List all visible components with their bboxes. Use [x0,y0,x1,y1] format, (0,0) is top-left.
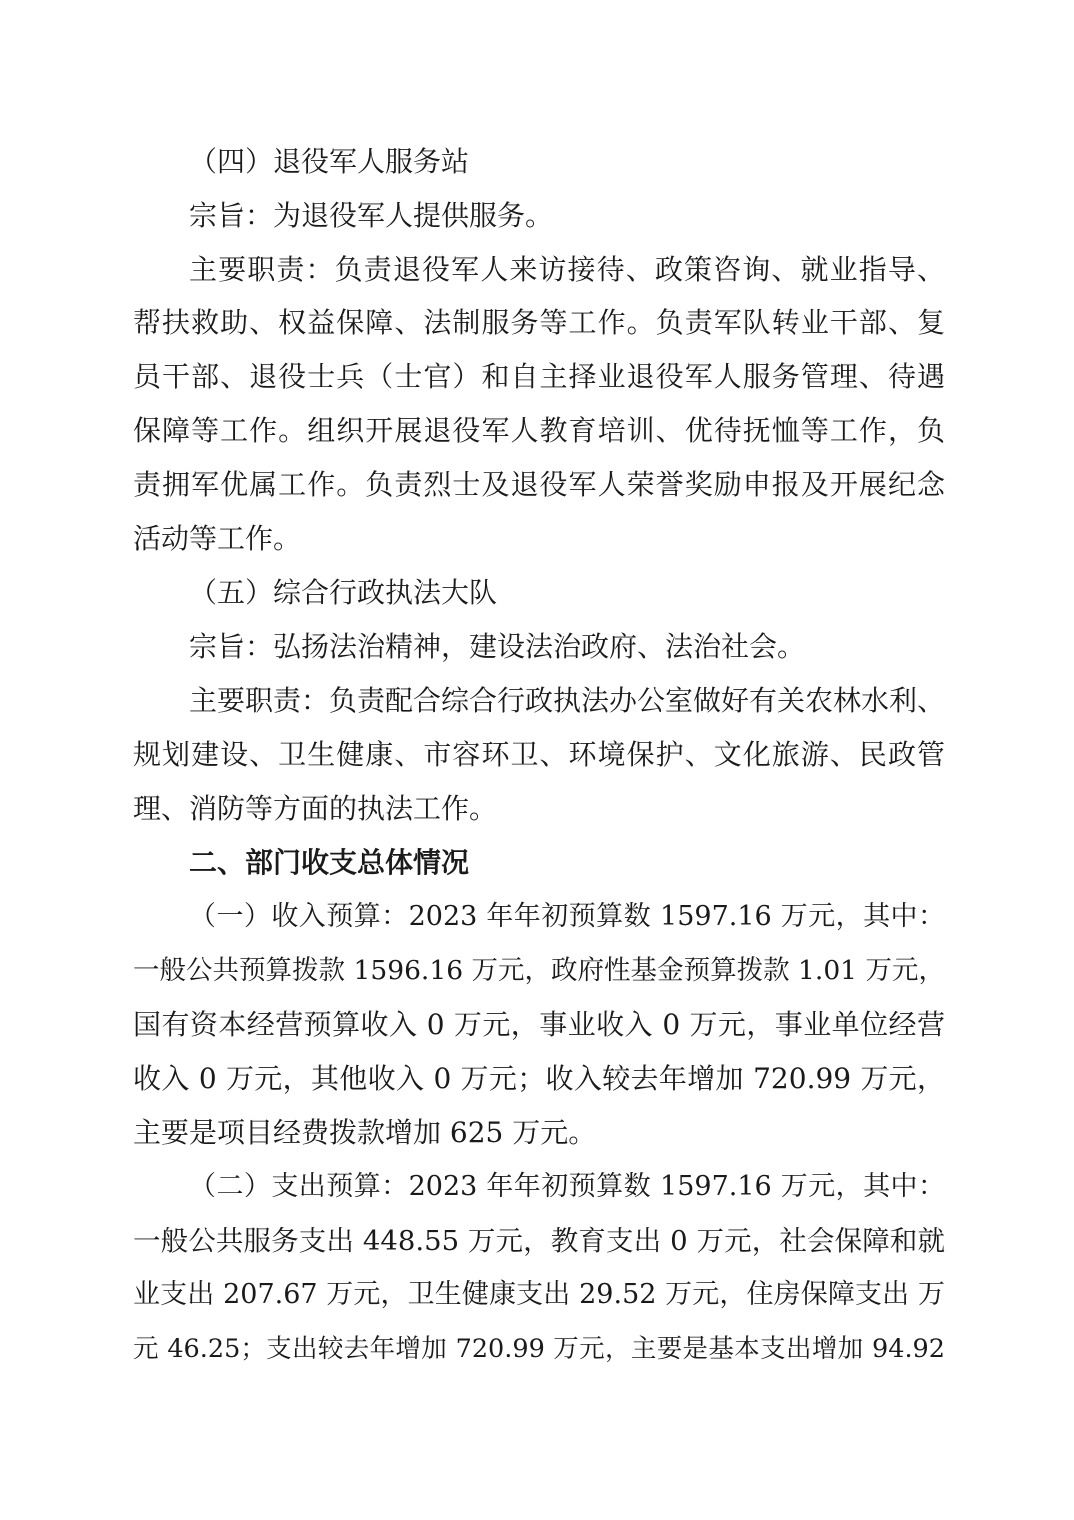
expense-budget-line: 元 46.25；支出较去年增加 720.99 万元，主要是基本支出增加 94.92 [133,1334,945,1364]
expense-budget-line: 业支出 207.67 万元，卫生健康支出 29.52 万元，住房保障支出 万 [133,1279,945,1310]
income-budget-line: 国有资本经营预算收入 0 万元，事业收入 0 万元，事业单位经营 [133,1008,945,1041]
purpose-line: 宗旨：为退役军人提供服务。 [189,199,554,232]
chapter-heading: 二、部门收支总体情况 [189,846,470,879]
responsibility-line: 保障等工作。组织开展退役军人教育培训、优待抚恤等工作，负 [133,414,945,447]
section-heading-law-enforcement: （五）综合行政执法大队 [189,576,498,609]
income-budget-line: 主要是项目经费拨款增加 625 万元。 [133,1116,597,1149]
section-heading-veterans-station: （四）退役军人服务站 [189,145,470,178]
income-budget-line: 一般公共预算拨款 1596.16 万元，政府性基金预算拨款 1.01 万元， [133,955,945,986]
income-budget-line: （一）收入预算：2023 年年初预算数 1597.16 万元，其中： [189,901,945,932]
responsibility-line: 规划建设、卫生健康、市容环卫、环境保护、文化旅游、民政管 [133,738,945,771]
responsibility-line: 员干部、退役士兵（士官）和自主择业退役军人服务管理、待遇 [133,360,945,393]
responsibility-line: 责拥军优属工作。负责烈士及退役军人荣誉奖励申报及开展纪念 [133,468,945,501]
expense-budget-line: （二）支出预算：2023 年年初预算数 1597.16 万元，其中： [189,1171,945,1202]
responsibility-line: 主要职责：负责配合综合行政执法办公室做好有关农林水利、 [189,684,946,717]
purpose-line: 宗旨：弘扬法治精神，建设法治政府、法治社会。 [189,630,806,663]
responsibility-line: 理、消防等方面的执法工作。 [133,792,498,825]
income-budget-line: 收入 0 万元，其他收入 0 万元；收入较去年增加 720.99 万元， [133,1062,945,1095]
expense-budget-line: 一般公共服务支出 448.55 万元，教育支出 0 万元，社会保障和就 [133,1225,945,1257]
responsibility-line: 主要职责：负责退役军人来访接待、政策咨询、就业指导、 [189,253,945,286]
responsibility-line: 帮扶救助、权益保障、法制服务等工作。负责军队转业干部、复 [133,306,945,339]
responsibility-line: 活动等工作。 [133,522,302,555]
